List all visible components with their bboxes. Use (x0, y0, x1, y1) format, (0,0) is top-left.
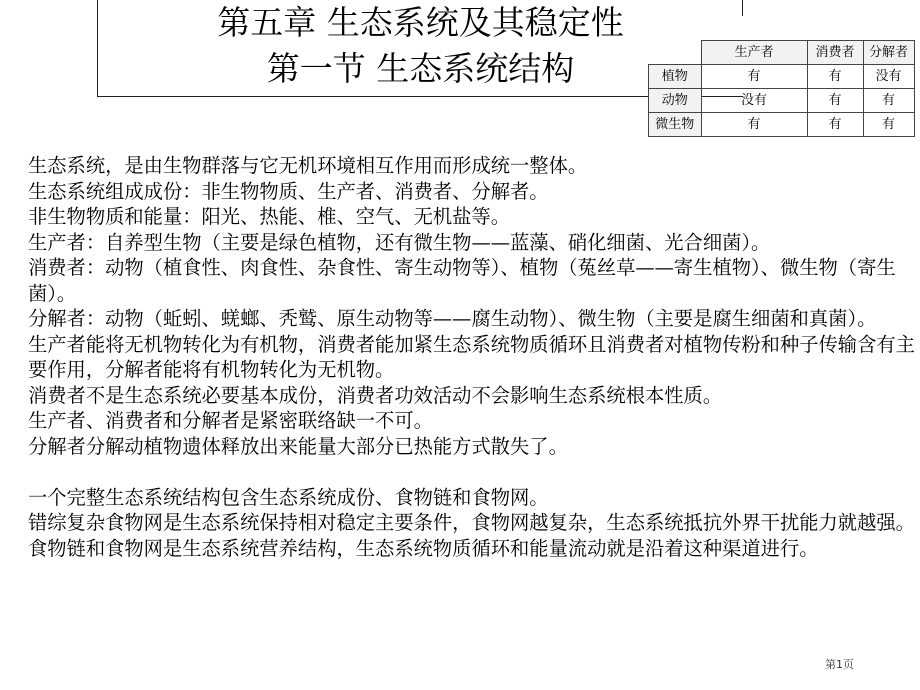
table-corner-cell (649, 41, 702, 65)
table-row (649, 65, 915, 89)
table-cell: 没有 (701, 89, 807, 113)
paragraph: 一个完整生态系统结构包含生态系统成份、食物链和食物网。 (28, 485, 549, 509)
table-cell: 有 (863, 113, 914, 137)
body-text (28, 153, 918, 561)
table-row-label: 动物 (649, 89, 702, 113)
paragraph: 分解者：动物（蚯蚓、蜣螂、秃鹫、原生动物等——腐生动物）、微生物（主要是腐生细菌和真菌）。 (28, 307, 877, 330)
table-cell: 有 (807, 113, 863, 137)
table-header-row (649, 41, 915, 65)
paragraph: 食物链和食物网是生态系统营养结构，生态系统物质循环和能量流动就是沿着这种渠道进行。 (28, 536, 819, 560)
table-cell: 有 (807, 89, 863, 113)
table-cell: 没有 (863, 65, 914, 89)
table-row (649, 89, 915, 113)
paragraph: 生产者：自养型生物（主要是绿色植物，还有微生物——蓝藻、硝化细菌、光合细菌）。 (28, 230, 771, 254)
table-cell: 有 (863, 89, 914, 113)
paragraph: 非生物物质和能量：阳光、热能、椎、空气、无机盐等。 (28, 205, 511, 228)
table-header-cell: 消费者 (807, 41, 863, 65)
paragraph: 消费者不是生态系统必要基本成份，消费者功效活动不会影响生态系统根本性质。 (28, 383, 723, 407)
section-title: 第一节 生态系统结构 (266, 49, 575, 88)
paragraph: 分解者分解动植物遗体释放出来能量大部分已热能方式散失了。 (28, 434, 568, 458)
table-row-label: 微生物 (649, 113, 702, 137)
table-cell: 有 (807, 65, 863, 89)
table-header-cell: 分解者 (863, 41, 914, 65)
paragraph: 生态系统组成成份：非生物物质、生产者、消费者、分解者。 (28, 179, 549, 203)
table-cell: 有 (701, 113, 807, 137)
paragraph: 消费者：动物（植食性、肉食性、杂食性、寄生动物等）、植物（菟丝草——寄生植物）、微生物（寄生菌）。 (28, 256, 896, 305)
organism-role-table (648, 40, 915, 137)
page-number: 第1页 (825, 658, 854, 671)
table-row (649, 113, 915, 137)
title-box (97, 0, 743, 97)
paragraph: 生产者能将无机物转化为有机物，消费者能加紧生态系统物质循环且消费者对植物传粉和种子传输含有主要作用，分解者能将有机物转化为无机物。 (28, 332, 915, 381)
chapter-title: 第五章 生态系统及其稳定性 (217, 3, 624, 42)
table-header-cell: 生产者 (701, 41, 807, 65)
paragraph: 错综复杂食物网是生态系统保持相对稳定主要条件，食物网越复杂，生态系统抵抗外界干扰能力就越强。 (28, 511, 915, 534)
paragraph: 生态系统，是由生物群落与它无机环境相互作用而形成统一整体。 (28, 154, 588, 177)
table-row-label: 植物 (649, 65, 702, 89)
table-cell: 有 (701, 65, 807, 89)
paragraph: 生产者、消费者和分解者是紧密联络缺一不可。 (28, 409, 433, 432)
